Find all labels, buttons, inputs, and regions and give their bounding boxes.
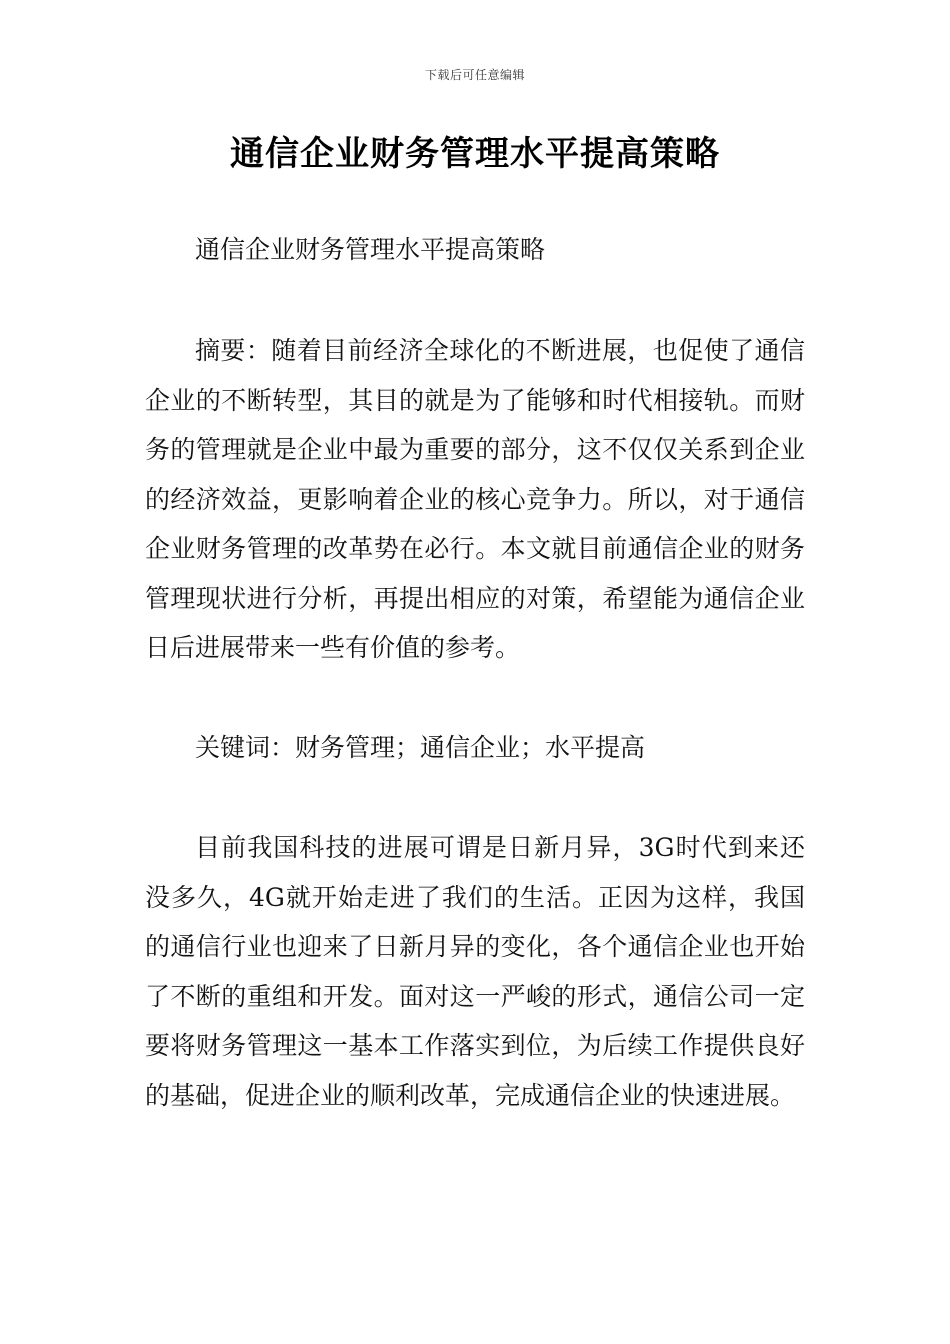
subtitle-paragraph: 通信企业财务管理水平提高策略 (195, 235, 546, 264)
body-paragraph: 目前我国科技的进展可谓是日新月异，3G时代到来还没多久，4G就开始走进了我们的生活。正因为这样，我国的通信行业也迎来了日新月异的变化，各个通信企业也开始了不断的重组和开发。面对这一严峻的形式，通信公司一定要将财务管理这一基本工作落实到位，为后续工作提供良好的基础，促进企业的顺利改革，完成通信企业的快速进展。 (145, 833, 805, 1110)
abstract-paragraph: 摘要：随着目前经济全球化的不断进展，也促使了通信企业的不断转型，其目的就是为了能够和时代相接轨。而财务的管理就是企业中最为重要的部分，这不仅仅关系到企业的经济效益，更影响着企业的核心竞争力。所以，对于通信企业财务管理的改革势在必行。本文就目前通信企业的财务管理现状进行分析，再提出相应的对策，希望能为通信企业日后进展带来一些有价值的参考。 (145, 336, 805, 662)
document-title: 通信企业财务管理水平提高策略 (230, 134, 720, 174)
header-note: 下载后可任意编辑 (424, 68, 525, 82)
keywords-paragraph: 关键词：财务管理；通信企业；水平提高 (195, 733, 646, 762)
